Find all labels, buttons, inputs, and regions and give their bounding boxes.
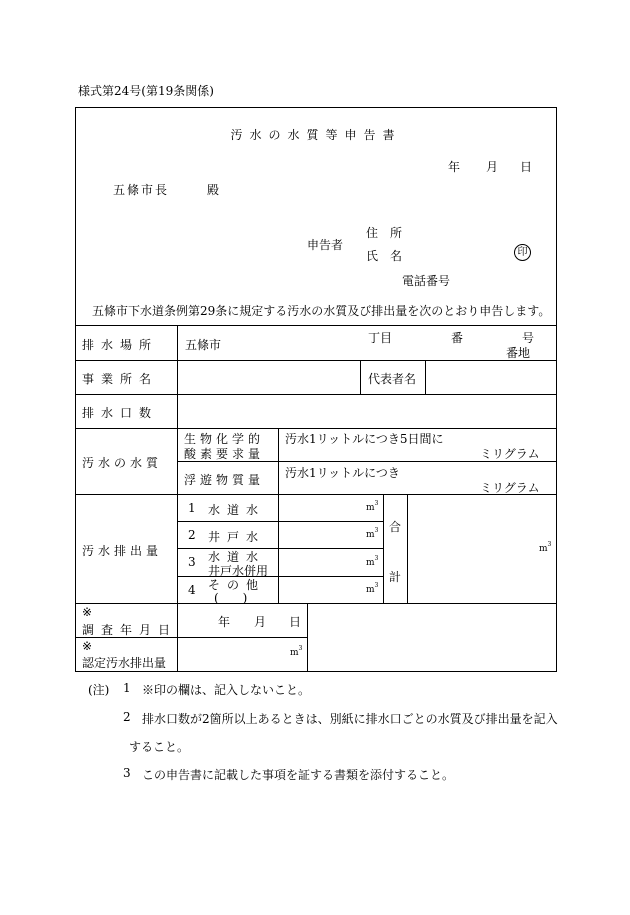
total-label-2: 計 [389,570,402,584]
discharge-location-label: 排水場所 [82,338,159,352]
row-line-1 [75,325,557,326]
declarant-name-label: 氏 名 [366,249,403,263]
survey-date-label: 調査年月日 [82,623,178,637]
volume-item-unit: $m^3$ [366,555,379,568]
declarant-phone-label: 電話番号 [402,274,451,288]
discharge-location-ban: 番 [451,331,464,345]
row-line-3 [75,394,557,395]
approved-unit: $m^3$ [290,645,303,658]
seal-mark: 印 [514,244,531,261]
col-line-label [177,325,178,671]
survey-year: 年 [218,615,231,629]
volume-item-no: 4 [188,583,196,597]
discharge-location-banchi: 番地 [506,346,531,360]
survey-month: 月 [254,615,267,629]
bod-label-line1: 生物化学的 [184,432,265,446]
water-quality-label: 汚水の水質 [82,456,163,470]
note-text: ※印の欄は、記入しないこと。 [142,683,311,697]
ss-label: 浮遊物質量 [184,473,265,487]
frame-top [75,107,557,108]
date-month: 月 [486,160,499,174]
addressee-honorific: 殿 [207,183,220,197]
approved-mark: ※ [82,639,93,653]
frame-right [556,107,557,672]
notes-label: (注) [88,683,110,697]
volume-item-label: 井戸水 [208,530,266,544]
bod-unit: ミリグラム [480,447,540,461]
volume-item-no: 3 [188,555,196,569]
volume-item-unit: $m^3$ [366,500,379,513]
date-day: 日 [520,160,533,174]
declarant-address-label: 住 所 [366,226,403,240]
bod-label-line2: 酸素要求量 [184,447,265,461]
volume-item-no: 1 [188,501,196,515]
note-text: 排水口数が2箇所以上あるときは、別紙に排水口ごとの水質及び排出量を記入 [142,712,558,726]
col-line-vol-1 [383,494,384,603]
note-text-continued: すること。 [129,740,190,754]
col-line-quality [278,428,279,603]
row-line-vol-1 [177,521,383,522]
note-text: この申告書に記載した事項を証する書類を添付すること。 [142,768,455,782]
date-year: 年 [448,160,461,174]
ss-unit: ミリグラム [480,481,540,495]
volume-item-no: 2 [188,528,196,542]
note-number: 3 [123,766,131,780]
declarant-label: 申告者 [307,238,344,252]
note-number: 2 [123,710,131,724]
survey-day: 日 [289,615,302,629]
note-number: 1 [123,681,131,695]
row-line-4 [75,428,557,429]
discharge-volume-label: 汚水排出量 [82,544,163,558]
volume-item-unit: $m^3$ [366,527,379,540]
row-line-6 [75,603,557,604]
discharge-location-go: 号 [522,331,535,345]
addressee-name: 五條市長 [113,183,170,197]
volume-item-label: 水道水 [208,503,266,517]
frame-left [75,107,76,672]
survey-mark: ※ [82,605,93,619]
form-number: 様式第24号(第19条関係) [78,84,214,98]
ss-value-text: 汚水1リットルにつき [285,466,400,480]
approved-volume-label: 認定汚水排出量 [82,656,167,670]
col-line-rep-1 [360,360,361,394]
outlet-count-label: 排水口数 [82,406,159,420]
frame-bottom [75,671,557,672]
form-title: 汚水の水質等申告書 [230,128,402,142]
total-unit: $m^3$ [539,541,552,554]
bod-value-text: 汚水1リットルにつき5日間に [285,432,444,446]
volume-item-unit: $m^3$ [366,582,379,595]
col-line-vol-2 [407,494,408,603]
discharge-location-chome: 丁目 [368,331,393,345]
row-line-2 [75,360,557,361]
volume-item-label-line2: 井戸水併用 [208,564,269,578]
volume-item-label-line2: ( ) [214,591,248,605]
total-label-1: 合 [389,520,402,534]
volume-item-label: 水道水 [208,550,266,564]
office-name-label: 事業所名 [82,372,159,386]
volume-item-label: その他 [208,578,266,592]
col-line-rep-2 [425,360,426,394]
discharge-location-city: 五條市 [185,338,222,352]
representative-label: 代表者名 [368,372,417,386]
col-line-survey [307,603,308,671]
declaration-statement: 五條市下水道条例第29条に規定する汚水の水質及び排出量を次のとおり申告します。 [92,304,551,318]
